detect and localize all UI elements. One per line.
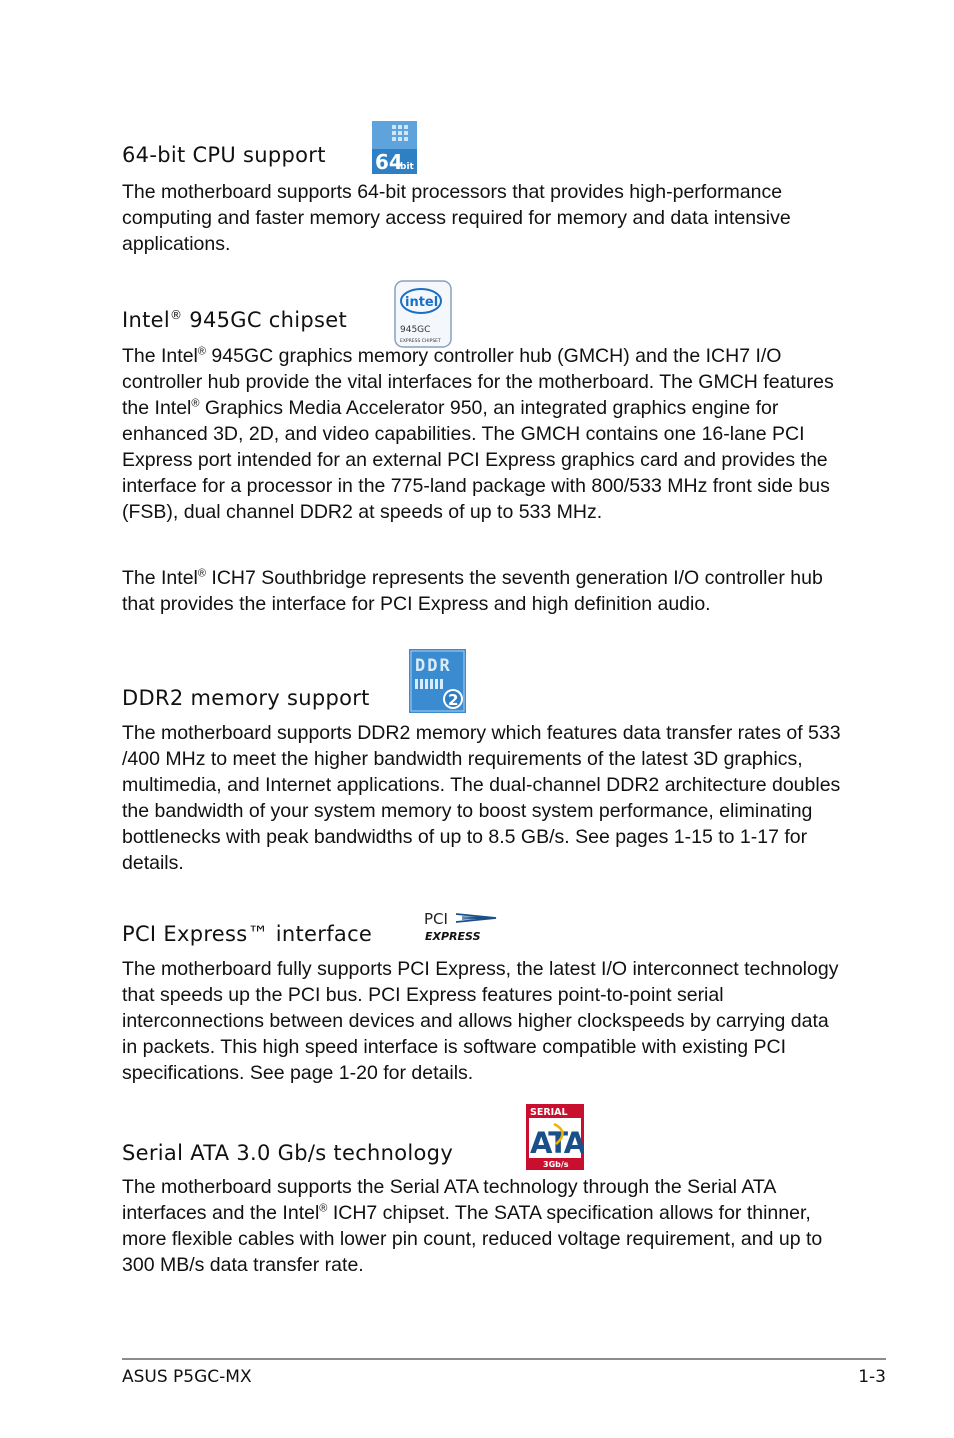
chipset-p1-a: The Intel [122,345,198,367]
cpu64-body: The motherboard supports 64-bit processors that provides high-performance computing and faster memory access required for memory and data intensive applications. [122,181,791,255]
chipset-heading [122,308,347,332]
ddr2-body: The motherboard supports DDR2 memory which features data transfer rates of 533 /400 MHz to meet the higher bandwidth requirements of the latest 3D graphics, multimedia, and Internet applications. The dual-channel DDR2 architecture doubles the bandwidth of your system memory to boost system performance, eliminating bottlenecks with peak bandwidths of up to 8.5 GB/s. See pages 1-15 to 1-17 for details. [122,722,841,874]
sata-body [122,1174,842,1278]
pcie-body: The motherboard fully supports PCI Express, the latest I/O interconnect technology that speeds up the PCI bus. PCI Express features point-to-point serial interconnections between devices and allows higher clockspeeds by carrying data in packets. This high speed interface is software compatible with existing PCI specifications. See page 1-20 for details. [122,958,839,1084]
cpu64-title: 64-bit CPU support [122,143,326,167]
sata-heading [122,1141,453,1165]
pcie-logo-top: PCI [424,910,448,928]
chipset-p1-reg2: ® [191,397,200,410]
chipset-p1-c: Graphics Media Accelerator 950, an integrated graphics engine for enhanced 3D, 2D, and video capabilities. The GMCH contains one 16-lane PCI Express port intended for an external PCI Express graphics card and provides the interface for a processor in the 775-land package with 800/533 MHz front side bus (FSB), dual channel DDR2 at speeds of up to 533 MHz. [122,397,830,523]
chipset-title-a: Intel [122,308,170,332]
chipset-p2-b: ICH7 Southbridge represents the seventh generation I/O controller hub that provides the interface for PCI Express and high definition audio. [122,567,823,615]
chipset-title-b: 945GC chipset [182,308,347,332]
footer-divider [122,1358,886,1360]
intel-logo-model: 945GC [400,325,431,335]
sata-logo-mid: ATA [530,1126,584,1160]
intel-logo-caption: EXPRESS CHIPSET [400,339,441,344]
chipset-p2-reg: ® [197,567,206,580]
cpu-64bit-logo [372,121,417,174]
chipset-p2-a: The Intel [122,567,198,589]
pcie-logo-bottom: EXPRESS [425,930,481,943]
intel-logo-brand: intel [405,295,439,310]
ddr2-heading [122,686,370,710]
cpu64-logo-sub: bit [400,162,414,172]
footer-product-name: ASUS P5GC-MX [122,1367,252,1387]
footer-page-number: 1-3 [858,1367,886,1387]
ddr2-logo-text: DDR [415,656,452,676]
cpu64-heading [122,143,326,167]
intel-945gc-logo [394,280,452,348]
sata-logo-top: SERIAL [530,1107,568,1118]
chipset-title-reg: ® [170,308,183,322]
chipset-p1-reg1: ® [197,345,206,358]
pcie-heading [122,922,372,946]
pci-express-logo [422,909,506,943]
sata-body-reg: ® [319,1202,328,1215]
serial-ata-logo [526,1104,584,1170]
sata-title: Serial ATA 3.0 Gb/s technology [122,1141,454,1165]
ddr2-logo-num: 2 [448,691,459,709]
chipset-p1-b: 945GC graphics memory controller hub (GMCH) and the ICH7 I/O controller hub provide the vital interfaces for the motherboard. The GMCH features the Intel [122,345,834,419]
chipset-paragraph-1 [122,343,842,525]
ddr2-logo [409,649,466,713]
ddr2-title: DDR2 memory support [122,686,370,710]
sata-body-b: ICH7 chipset. The SATA specification allows for thinner, more flexible cables with lower pin count, reduced voltage requirement, and up to 300 MB/s data transfer rate. [122,1202,823,1276]
pcie-title: PCI Express™ interface [122,922,373,946]
sata-logo-bottom: 3Gb/s [543,1160,569,1169]
chipset-paragraph-2 [122,565,842,617]
sata-body-a: The motherboard supports the Serial ATA technology through the Serial ATA interfaces and the Intel [122,1176,776,1224]
cpu64-logo-text: 64 [375,150,403,174]
